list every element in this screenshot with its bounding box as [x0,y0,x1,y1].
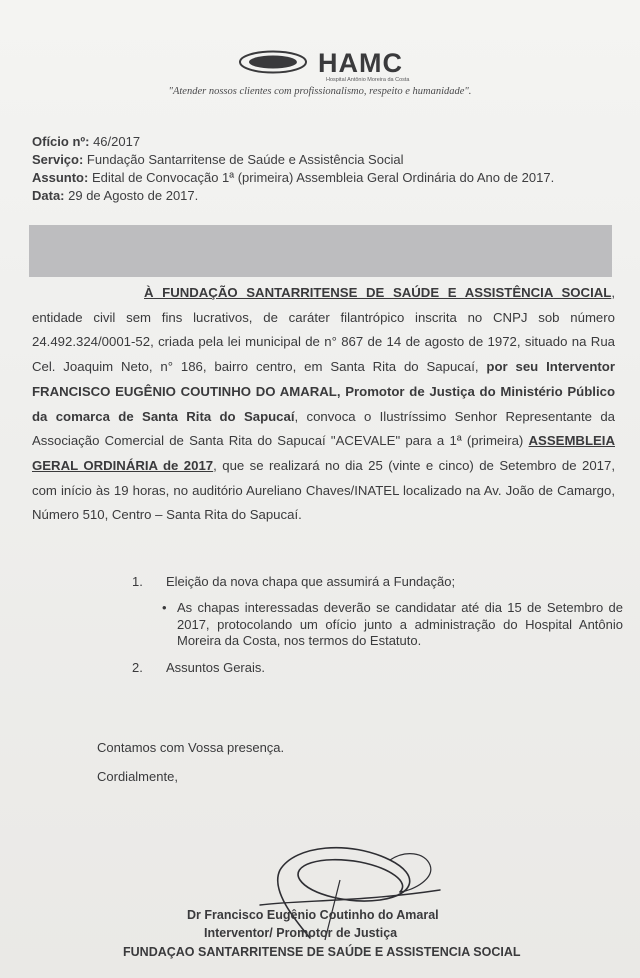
signer-title: Interventor/ Promotor de Justiça [204,926,398,940]
signer-name: Dr Francisco Eugênio Coutinho do Amaral [187,908,439,922]
slogan: "Atender nossos clientes com profissionalismo, respeito e humanidade". [168,86,472,97]
letterhead [0,24,640,83]
redacted-block [29,225,612,277]
closing-line: Contamos com Vossa presença. [97,740,285,755]
bullet-icon: • [162,600,167,615]
closing [97,733,284,791]
convocation-paragraph: À FUNDAÇÃO SANTARRITENSE DE SAÚDE E ASSISTÊNCIA SOCIAL, entidade civil sem fins lucrativos, de caráter filantrópico inscrita no CNPJ sob número 24.492.324/0001-52, criada pela lei municipal de n° 867 de 14 de agosto de 1972, situado na Rua Cel. Joaquim Neto, n° 186, bairro centro, em Santa Rita do Sapucaí, por seu Interventor FRANCISCO EUGÊNIO COUTINHO DO AMARAL, Promotor de Justiça do Ministério Público da comarca de Santa Rita do Sapucaí, convoca o Ilustríssimo Senhor Representante da Associação Comercial de Santa Rita do Sapucaí "ACEVALE" para a 1ª (primeira) ASSEMBLEIA GERAL ORDINÁRIA de 2017, que se realizará no dia 25 (vinte e cinco) de Setembro de 2017, com início às 19 horas, no auditório Aureliano Chaves/INATEL localizado na Av. João de Camargo, Número 510, Centro – Santa Rita do Sapucaí. [32,285,616,523]
meta-servico: Serviço: Fundação Santarritense de Saúde e Assistência Social [32,152,404,167]
document-meta [32,133,554,205]
signer-organization: FUNDAÇAO SANTARRITENSE DE SAÚDE E ASSISTENCIA SOCIAL [123,945,521,959]
assembly-name: ASSEMBLEIA GERAL ORDINÁRIA de 2017 [32,433,615,473]
foundation-name: À FUNDAÇÃO SANTARRITENSE DE SAÚDE E ASSISTÊNCIA SOCIAL [144,285,612,300]
closing-line: Cordialmente, [97,769,178,784]
meta-assunto: Assunto: Edital de Convocação 1ª (primeira) Assembleia Geral Ordinária do Ano de 2017. [32,170,555,185]
meta-data: Data: 29 de Agosto de 2017. [32,188,199,203]
interventor-text: por seu Interventor FRANCISCO EUGÊNIO COUTINHO DO AMARAL, Promotor de Justiça do Ministério Público da comarca de Santa Rita do Sapucaí [32,359,615,424]
logo-text: HAMC [318,48,403,78]
meta-oficio: Ofício nº: 46/2017 [32,134,141,149]
hamc-logo-icon [238,50,308,74]
document-page: HAMC Hospital Antônio Moreira da Costa "Atender nossos clientes com profissionalismo, respeito e humanidade". Ofício nº: 46/2017 Serviço: Fundação Santarritense de Saúde e Assistência Social Assunto: Edital de Convocação 1ª (primeira) Assembleia Geral Ordinária do Ano de 2017. Data: 29 de Agosto de 2017. À FUNDAÇÃO SANTARRITENSE DE SAÚDE E ASSISTÊNCIA SOCIAL, entidade civil sem fins lucrativos, de caráter filantrópico inscrita no CNPJ sob número 24.492.324/0001-52, criada pela lei municipal de n° 867 de 14 de agosto de 1972, situado na Rua Cel. Joaquim Neto, n° 186, bairro centro, em Santa Rita do Sapucaí, por seu Interventor FRANCISCO EUGÊNIO COUTINHO DO AMARAL, Promotor de Justiça do Ministério Público da comarca de Santa Rita do Sapucaí, convoca o Ilustríssimo Senhor Representante da Associação Comercial de Santa Rita do Sapucaí "ACEVALE" para a 1ª (primeira) ASSEMBLEIA GERAL ORDINÁRIA de 2017, que se realizará no dia 25 (vinte e cinco) de Setembro de 2017, com início às 19 horas, no auditório Aureliano Chaves/INATEL localizado na Av. João de Camargo, Número 510, Centro – Santa Rita do Sapucaí. 1. Eleição da nova chapa que assumirá a Fundação; • As chapas interessadas deverão se candidatar até dia 15 de Setembro de 2017, protocolando um ofício junto a administração do Hospital Antônio Moreira da Costa, nos termos do Estatuto. 2. Assuntos Gerais. Contamos com Vossa presença. Cordialmente, Dr Francisco Eugênio Coutinho do Amaral Interventor/ Promotor de Justiça FUNDAÇAO SANTARRITENSE DE SAÚDE E ASSISTENCIA SOCIAL [0,0,640,978]
logo-subtext: Hospital Antônio Moreira da Costa [326,77,410,83]
